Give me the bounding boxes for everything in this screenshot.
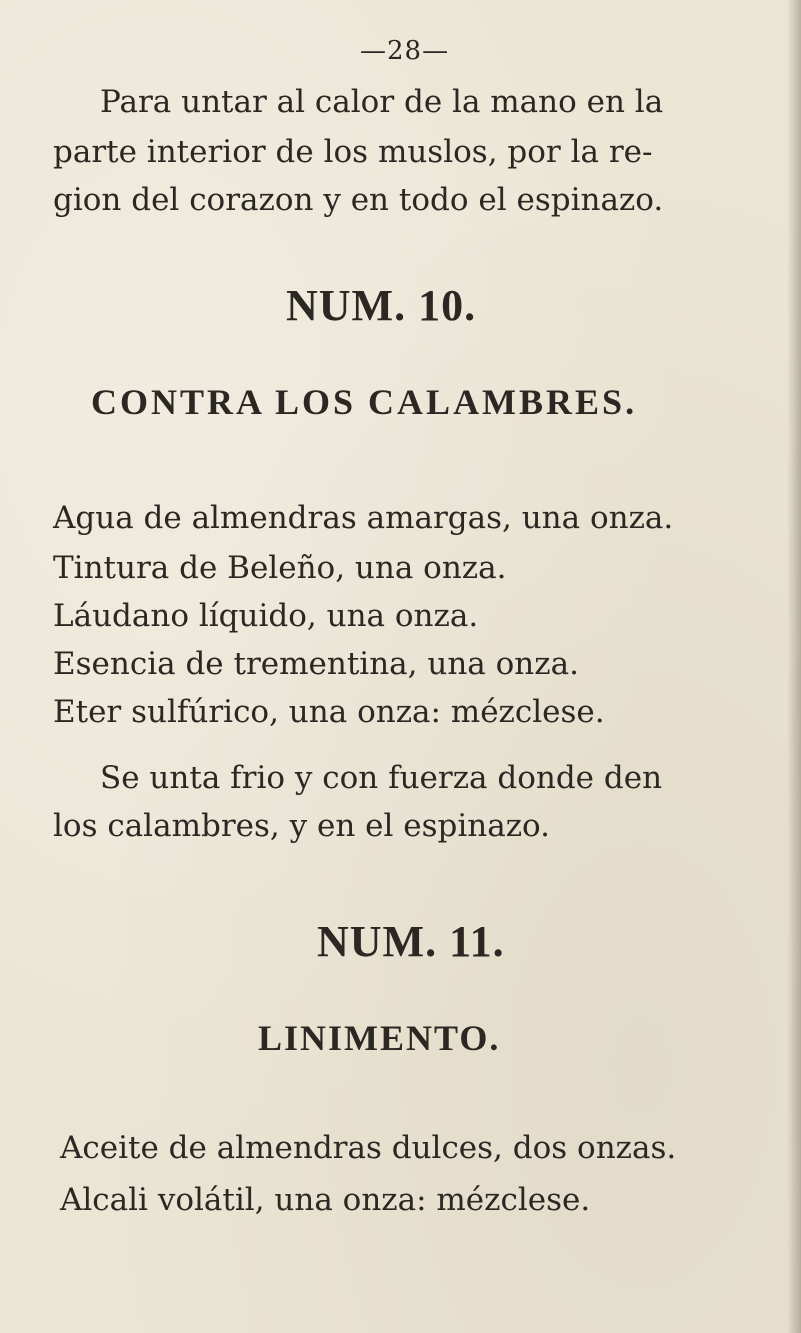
ingredient-line: Esencia de trementina, una onza. [53, 646, 579, 682]
intro-line: Para untar al calor de la mano en la [100, 84, 664, 120]
usage-line: los calambres, y en el espinazo. [53, 808, 551, 844]
intro-line: parte interior de los muslos, por la re- [53, 134, 653, 170]
ingredient-line: Alcali volátil, una onza: mézclese. [60, 1182, 591, 1218]
page-edge-shadow [787, 0, 801, 1333]
section-number: NUM. 10. [286, 281, 477, 330]
ingredient-line: Tintura de Beleño, una onza. [53, 550, 507, 586]
intro-line: gion del corazon y en todo el espinazo. [53, 182, 664, 218]
ingredient-line: Aceite de almendras dulces, dos onzas. [60, 1130, 677, 1166]
ingredient-line: Agua de almendras amargas, una onza. [53, 500, 674, 536]
section-title: LINIMENTO. [258, 1018, 501, 1058]
section-number: NUM. 11. [317, 917, 505, 966]
usage-line: Se unta frio y con fuerza donde den [100, 760, 663, 796]
ingredient-line: Láudano líquido, una onza. [53, 598, 479, 634]
page-number: —28— [360, 36, 450, 66]
section-title: CONTRA LOS CALAMBRES. [91, 382, 638, 422]
ingredient-line: Eter sulfúrico, una onza: mézclese. [53, 694, 605, 730]
